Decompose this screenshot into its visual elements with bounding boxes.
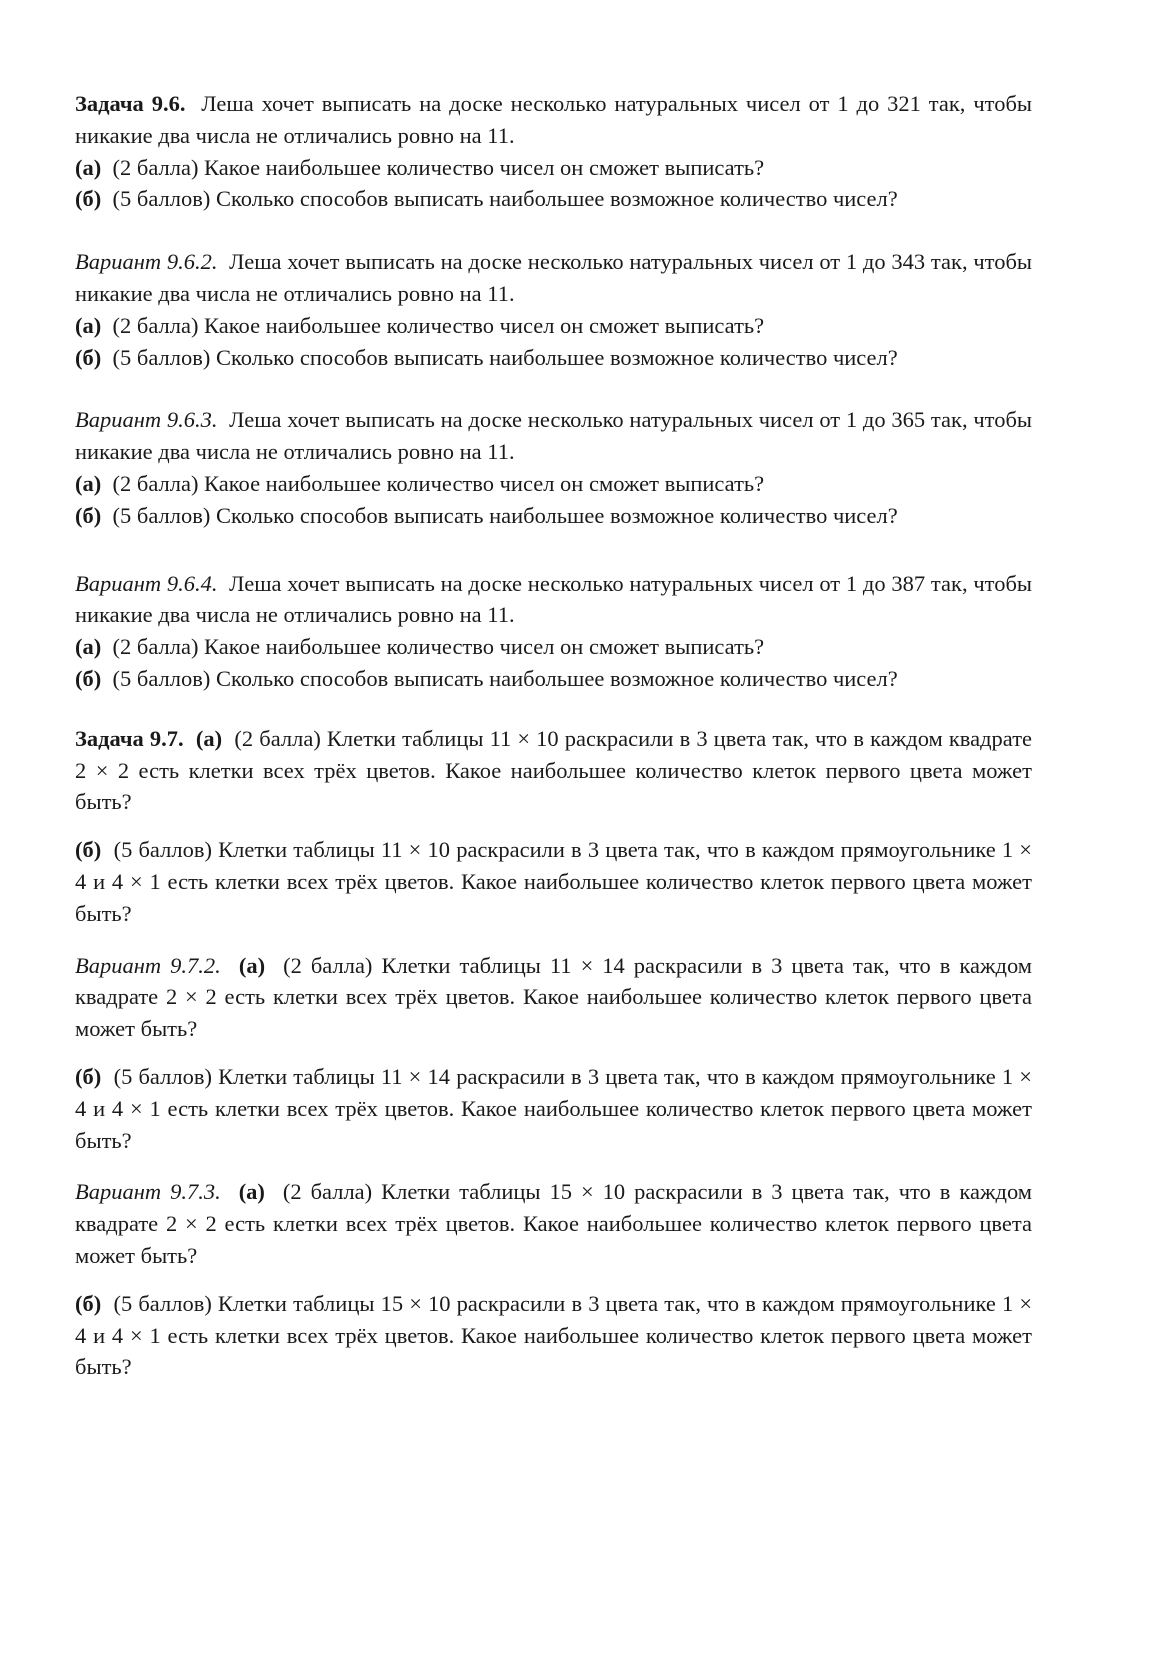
part-b: [75, 183, 1032, 215]
part-a: [75, 310, 1032, 342]
part-label: (б): [75, 502, 102, 528]
variant-title: Вариант 9.6.3.: [75, 407, 218, 433]
part-b: [75, 834, 1032, 929]
part-label: (б): [75, 837, 102, 863]
part-a: [75, 152, 1032, 184]
problem-statement: [75, 404, 1032, 468]
variant-title: Вариант 9.6.2.: [75, 249, 218, 275]
part-b: [75, 663, 1032, 695]
variant-9-7-2: [75, 950, 1032, 1157]
problem-9-6: [75, 88, 1032, 215]
part-label: (а): [75, 154, 102, 180]
variant-9-6-2: [75, 246, 1032, 373]
part-text: (5 баллов) Клетки таблицы 15 × 10 раскрасили в 3 цвета так, что в каждом прямоугольнике 1 × 4 и 4 × 1 есть клетки всех трёх цветов. Какое наибольшее количество клеток первого цвета может быть?: [75, 1290, 1033, 1380]
part-label: (а): [195, 725, 223, 751]
statement-text: Леша хочет выписать на доске несколько натуральных чисел от 1 до 343 так, чтобы никакие два числа не отличались ровно на 11.: [75, 249, 1033, 306]
problem-statement: [75, 246, 1032, 310]
problem-statement: [75, 88, 1032, 152]
part-a: [75, 723, 1032, 818]
part-label: (б): [75, 665, 102, 691]
problem-title: Задача 9.6.: [75, 91, 186, 116]
part-text: (2 балла) Клетки таблицы 11 × 10 раскрасили в 3 цвета так, что в каждом квадрате 2 × 2 есть клетки всех трёх цветов. Какое наибольшее количество клеток первого цвета может быть?: [75, 725, 1033, 815]
part-label: (б): [75, 344, 102, 370]
part-text: (5 баллов) Сколько способов выписать наибольшее возможное количество чисел?: [112, 502, 898, 528]
part-text: (5 баллов) Сколько способов выписать наибольшее возможное количество чисел?: [112, 186, 898, 212]
part-text: (5 баллов) Сколько способов выписать наибольшее возможное количество чисел?: [112, 344, 898, 370]
part-text: (5 баллов) Клетки таблицы 11 × 14 раскрасили в 3 цвета так, что в каждом прямоугольнике 1 × 4 и 4 × 1 есть клетки всех трёх цветов. Какое наибольшее количество клеток первого цвета может быть?: [75, 1063, 1032, 1153]
part-text: (5 баллов) Сколько способов выписать наибольшее возможное количество чисел?: [112, 665, 898, 691]
part-text: (2 балла) Какое наибольшее количество чисел он сможет выписать?: [112, 312, 765, 338]
problem-9-7: [75, 723, 1032, 930]
part-label: (а): [75, 634, 102, 660]
part-label: (а): [75, 470, 102, 496]
variant-9-7-3: [75, 1176, 1032, 1383]
part-label: (а): [238, 1179, 265, 1205]
part-a: [75, 1176, 1032, 1271]
problem-statement: [75, 568, 1032, 632]
part-b: [75, 1288, 1032, 1383]
part-a: [75, 631, 1032, 663]
problem-title: Задача 9.7.: [75, 725, 184, 751]
part-label: (а): [75, 312, 102, 338]
part-b: [75, 1061, 1032, 1156]
part-text: (2 балла) Клетки таблицы 11 × 14 раскрасили в 3 цвета так, что в каждом квадрате 2 × 2 есть клетки всех трёх цветов. Какое наибольшее количество клеток первого цвета может быть?: [75, 952, 1033, 1042]
variant-title: Вариант 9.7.3.: [75, 1179, 221, 1205]
part-a: [75, 468, 1032, 500]
part-label: (б): [75, 1290, 102, 1316]
part-a: [75, 950, 1032, 1045]
statement-text: Леша хочет выписать на доске несколько натуральных чисел от 1 до 387 так, чтобы никакие два числа не отличались ровно на 11.: [75, 570, 1033, 628]
part-b: [75, 342, 1032, 374]
part-text: (2 балла) Какое наибольшее количество чисел он сможет выписать?: [112, 154, 765, 180]
part-text: (2 балла) Какое наибольшее количество чисел он сможет выписать?: [112, 634, 765, 660]
variant-title: Вариант 9.6.4.: [75, 570, 218, 596]
part-text: (5 баллов) Клетки таблицы 11 × 10 раскрасили в 3 цвета так, что в каждом прямоугольнике 1 × 4 и 4 × 1 есть клетки всех трёх цветов. Какое наибольшее количество клеток первого цвета может быть?: [75, 837, 1032, 926]
part-text: (2 балла) Какое наибольшее количество чисел он сможет выписать?: [112, 470, 765, 496]
part-label: (а): [238, 952, 266, 978]
part-label: (б): [75, 186, 102, 212]
part-label: (б): [75, 1063, 102, 1089]
document-page: [75, 88, 1032, 1383]
statement-text: Леша хочет выписать на доске несколько натуральных чисел от 1 до 365 так, чтобы никакие два числа не отличались ровно на 11.: [75, 407, 1033, 465]
part-text: (2 балла) Клетки таблицы 15 × 10 раскрасили в 3 цвета так, что в каждом квадрате 2 × 2 есть клетки всех трёх цветов. Какое наибольшее количество клеток первого цвета может быть?: [75, 1179, 1033, 1268]
variant-9-6-4: [75, 568, 1032, 695]
part-b: [75, 500, 1032, 532]
variant-title: Вариант 9.7.2.: [75, 952, 221, 978]
statement-text: Леша хочет выписать на доске несколько натуральных чисел от 1 до 321 так, чтобы никакие два числа не отличались ровно на 11.: [75, 91, 1033, 148]
variant-9-6-3: [75, 404, 1032, 531]
